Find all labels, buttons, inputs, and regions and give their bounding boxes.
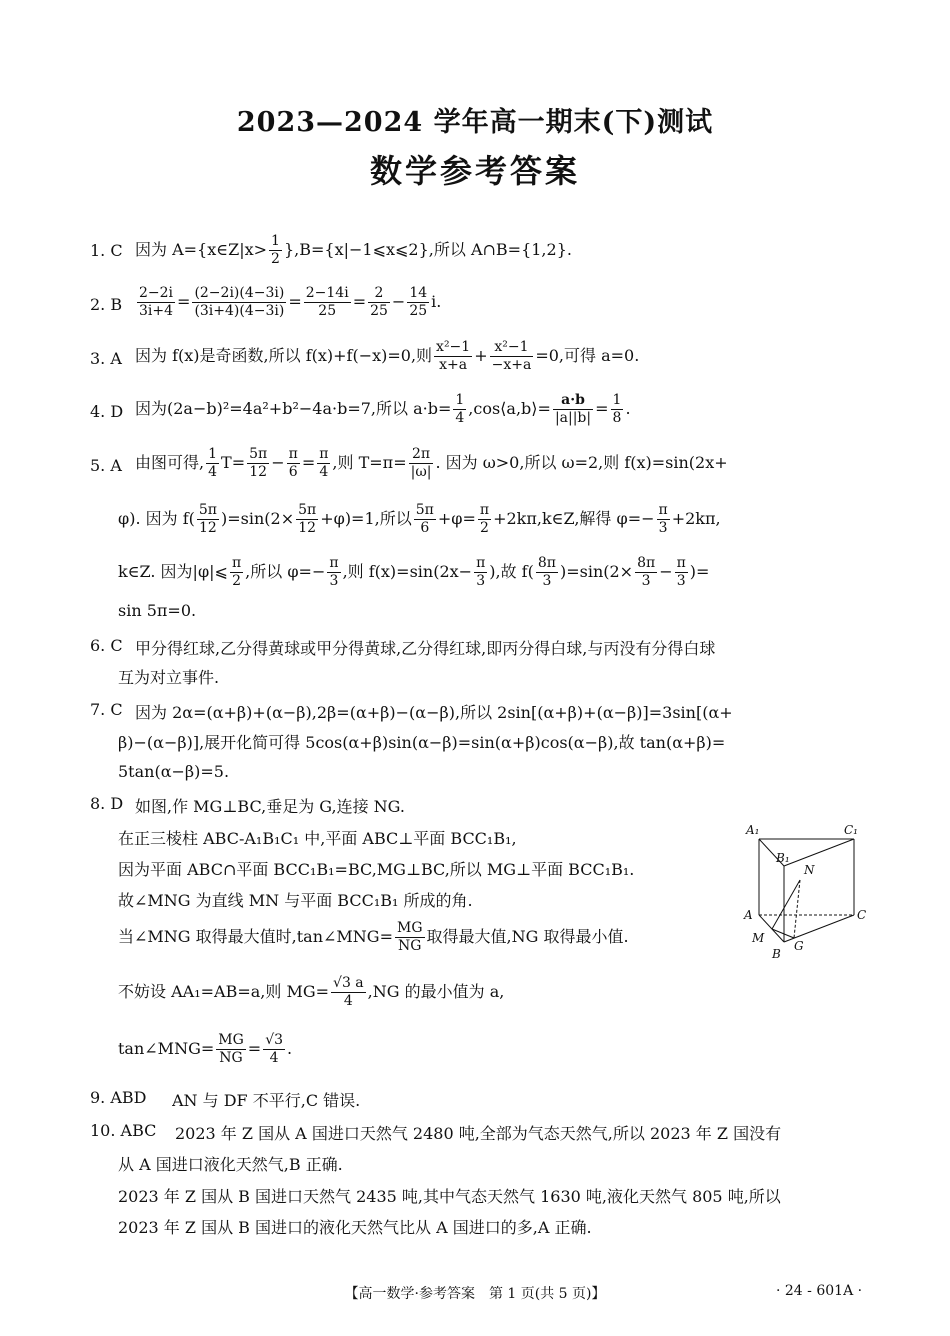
answer-number-10: 10. ABC [90,1121,157,1140]
answer-8-line-7: tan∠MNG= $\frac{MG}{NG}$ = $\frac{√3}{4}$ . [118,1032,293,1066]
answer-10-line-4: 2023 年 Z 国从 B 国进口的液化天然气比从 A 国进口的多,A 正确. [118,1218,592,1237]
answer-9-line: AN 与 DF 不平行,C 错误. [172,1091,361,1110]
segment-mg [772,929,794,938]
answer-8-line-4: 故∠MNG 为直线 MN 与平面 BCC₁B₁ 所成的角. [118,891,473,910]
answer-8-line-1: 如图,作 MG⊥BC,垂足为 G,连接 NG. [135,797,405,816]
answer-3-line: 因为 f(x)是奇函数,所以 f(x)+f(−x)=0,则 $\frac{\text{x²−1}}{x+a}$ + $\frac{\text{x²−1}}{-x+a}$ =0,可得 a=0. [135,339,640,373]
answer-10-line-3: 2023 年 Z 国从 B 国进口天然气 2435 吨,其中气态天然气 1630 吨,液化天然气 805 吨,所以 [118,1187,781,1206]
answer-8-line-2: 在正三棱柱 ABC-A₁B₁C₁ 中,平面 ABC⊥平面 BCC₁B₁, [118,829,517,848]
answer-number-6: 6. C [90,636,123,655]
answer-6-line-1: 甲分得红球,乙分得黄球或甲分得黄球,乙分得红球,即丙分得白球,与丙没有分得白球 [135,639,716,658]
answer-number-5: 5. A [90,456,122,475]
answer-7-line-2: β)−(α−β)],展开化简可得 5cos(α+β)sin(α−β)=sin(α+β)cos(α−β),故 tan(α+β)= [118,733,726,752]
answer-8-line-6: 不妨设 AA₁=AB=a,则 MG= $\frac{√3 a}{4}$ ,NG 的最小值为 a, [118,975,505,1009]
edge-bc [784,915,854,942]
answer-8-line-5: 当∠MNG 取得最大值时,tan∠MNG= $\frac{MG}{NG}$ 取得最大值,NG 取得最小值. [118,920,629,954]
document-code: · 24 - 601A · [776,1283,863,1299]
answer-1-line: 因为 A={x∈Z|x> $\frac{1}{2}$ },B={x|−1⩽x⩽2},所以 A∩B={1,2}. [135,233,572,267]
label-b: B [772,947,781,961]
answer-number-8: 8. D [90,794,124,813]
answer-5-line-4: sin 5π=0. [118,601,197,620]
answer-number-3: 3. A [90,349,122,368]
label-g: G [794,939,804,953]
answer-number-2: 2. B [90,295,123,314]
prism-figure [742,822,867,962]
edge-b1c1 [784,839,854,866]
answer-7-line-3: 5tan(α−β)=5. [118,762,230,781]
answer-6-line-2: 互为对立事件. [118,668,220,687]
page-footer: 【高一数学·参考答案 第 1 页(共 5 页)】 [344,1286,606,1302]
answer-5-line-2: φ). 因为 f( $\frac{5\pi}{12}$ )=sin(2× $\frac{5\pi}{12}$ +φ)=1,所以 $\frac{5\pi}{6}$ +φ= $\frac{\pi}{2}$ +2kπ,k∈Z,解得 φ=− $\frac{\pi}{3}$ +2kπ, [118,502,721,536]
page-title: 2023—2024 学年高一期末(下)测试 [236,107,714,138]
label-c: C [857,908,867,922]
answer-4-line: 因为(2a−b)²=4a²+b²−4a·b=7,所以 a·b= $\frac{1}{4}$ ,cos⟨a,b⟩= $\frac{a\cdot b}{|a||b|}$ = $\frac{1}{8}$ . [135,392,631,426]
label-a1: A₁ [746,823,760,837]
answer-number-1: 1. C [90,241,123,260]
answer-5-line-1: 由图可得, $\frac{1}{4}$ T= $\frac{5\pi}{12}$ − $\frac{\pi}{6}$ = $\frac{\pi}{4}$ ,则 T=π= $\frac{2\pi}{|\omega|}$ . 因为 ω>0,所以 ω=2,则 f(x)=sin(2x+ [135,446,728,480]
answer-7-line-1: 因为 2α=(α+β)+(α−β),2β=(α+β)−(α−β),所以 2sin[(α+β)+(α−β)]=3sin[(α+ [135,703,733,722]
answer-number-7: 7. C [90,700,123,719]
label-n: N [804,863,815,877]
answer-number-9: 9. ABD [90,1088,147,1107]
answer-8-line-3: 因为平面 ABC∩平面 BCC₁B₁=BC,MG⊥BC,所以 MG⊥平面 BCC₁B₁. [118,860,635,879]
label-a: A [744,908,753,922]
answer-number-4: 4. D [90,402,124,421]
label-c1: C₁ [844,823,858,837]
label-m: M [752,931,765,945]
page-subtitle: 数学参考答案 [369,152,580,190]
answer-10-line-1: 2023 年 Z 国从 A 国进口天然气 2480 吨,全部为气态天然气,所以 2023 年 Z 国没有 [175,1124,782,1143]
label-b1: B₁ [776,851,790,865]
answer-10-line-2: 从 A 国进口液化天然气,B 正确. [118,1155,343,1174]
answer-5-line-3: k∈Z. 因为|φ|⩽ $\frac{\pi}{2}$ ,所以 φ=− $\frac{\pi}{3}$ ,则 f(x)=sin(2x− $\frac{\pi}{3}$ ),故 f( $\frac{8\pi}{3}$ )=sin(2× $\frac{8\pi}{3}$ − $\frac{\pi}{3}$ )= [118,555,710,589]
answer-2-line: $\frac{2-2i}{3i+4}$ = $\frac{(2-2i)(4-3i)}{(3i+4)(4-3i)}$ = $\frac{2-14i}{25}$ = $\frac{2}{25}$ − $\frac{14}{25}$ i. [139,285,442,319]
